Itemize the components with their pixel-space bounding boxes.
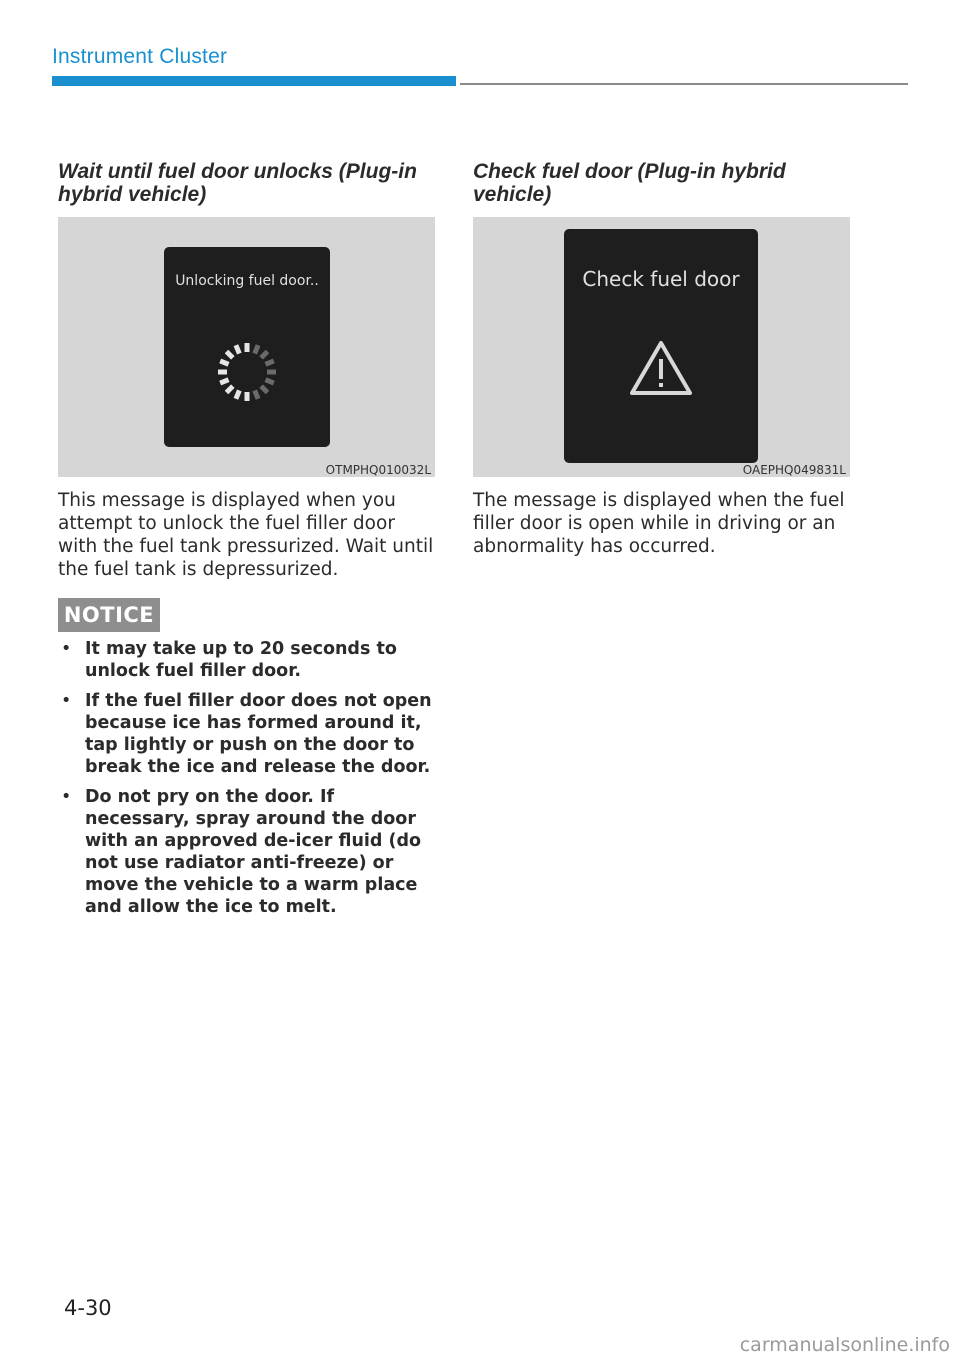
- display-message: Check fuel door: [582, 267, 740, 291]
- right-column: [473, 160, 853, 558]
- section-header-title: Instrument Cluster: [52, 45, 228, 68]
- display-message: Unlocking fuel door..: [175, 273, 319, 289]
- figure-code: OTMPHQ010032L: [325, 463, 431, 477]
- header-rule-accent: [52, 76, 456, 86]
- cluster-display: [564, 229, 758, 463]
- notice-list: [58, 638, 438, 926]
- notice-item-text: If the fuel filler door does not open because ice has formed around it, tap lightly or push on the door to break the ice and release the door.: [85, 691, 432, 777]
- left-column: [58, 160, 438, 581]
- loading-spinner-icon: [214, 339, 280, 405]
- page-number: 4-30: [64, 1296, 112, 1320]
- header-rule: [460, 83, 908, 85]
- notice-item-text: It may take up to 20 seconds to unlock fuel filler door.: [85, 639, 397, 681]
- check-section-title: Check fuel door (Plug-in hybrid vehicle): [473, 160, 786, 206]
- notice-item-text: Do not pry on the door. If necessary, spray around the door with an approved de-icer fluid (do not use radiator anti-freeze) or move the vehicle to a warm place and allow the ice to melt.: [85, 787, 422, 917]
- watermark: carmanualsonline.info: [739, 1334, 950, 1356]
- notice-badge: NOTICE: [58, 598, 160, 632]
- warning-triangle-icon: [628, 339, 694, 397]
- unlock-figure: [58, 217, 435, 477]
- unlock-description: This message is displayed when you attempt to unlock the fuel filler door with the fuel tank pressurized. Wait until the fuel tank is depressurized.: [58, 490, 434, 580]
- notice-item: • Do not pry on the door. If necessary, spray around the door with an approved de-icer fluid (do not use radiator anti-freeze) or move the vehicle to a warm place and allow the ice to melt.: [61, 787, 422, 917]
- check-description: The message is displayed when the fuel filler door is open while in driving or an abnormality has occurred.: [473, 490, 845, 557]
- unlock-section-title: Wait until fuel door unlocks (Plug-in hybrid vehicle): [58, 160, 417, 206]
- notice-item: • If the fuel filler door does not open because ice has formed around it, tap lightly or push on the door to break the ice and release the door.: [61, 691, 432, 777]
- cluster-display: [164, 247, 330, 447]
- check-figure: [473, 217, 850, 477]
- figure-code: OAEPHQ049831L: [742, 463, 846, 477]
- notice-item: • It may take up to 20 seconds to unlock fuel filler door.: [61, 639, 397, 681]
